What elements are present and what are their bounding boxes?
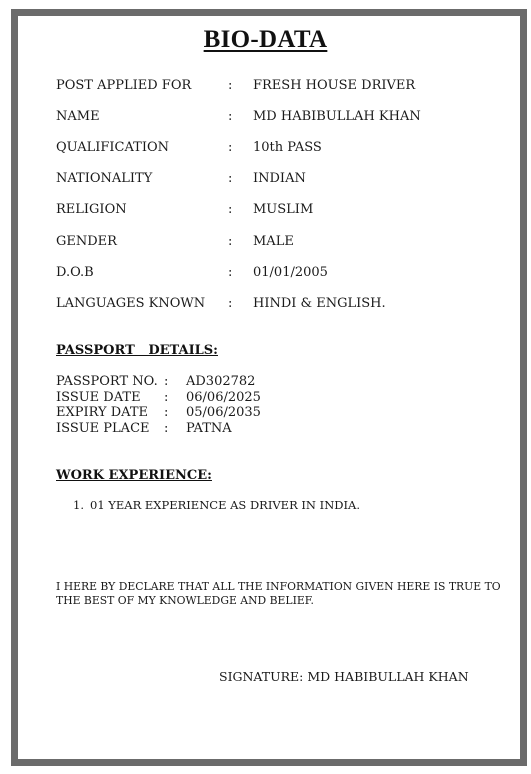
field-label: D.O.B (56, 265, 94, 280)
field-separator: : (228, 296, 233, 311)
declaration (56, 580, 506, 608)
field-value: MALE (253, 234, 294, 249)
passport-label: EXPIRY DATE (56, 405, 148, 420)
signature-line: SIGNATURE: MD HABIBULLAH KHAN (219, 669, 469, 684)
field-value: FRESH HOUSE DRIVER (253, 78, 416, 93)
passport-separator: : (164, 374, 169, 389)
field-label: NATIONALITY (56, 171, 153, 186)
passport-value: PATNA (186, 421, 232, 436)
field-separator: : (228, 234, 233, 249)
list-item (73, 498, 360, 512)
field-value: 10th PASS (253, 140, 322, 155)
work-experience-heading: WORK EXPERIENCE: (56, 468, 212, 483)
field-separator: : (228, 202, 233, 217)
field-value: INDIAN (253, 171, 306, 186)
passport-label: ISSUE PLACE (56, 421, 150, 436)
page-title: BIO-DATA (203, 26, 328, 53)
field-value: MD HABIBULLAH KHAN (253, 109, 421, 124)
passport-label: ISSUE DATE (56, 390, 141, 405)
field-value: HINDI & ENGLISH. (253, 296, 386, 311)
field-label: QUALIFICATION (56, 140, 169, 155)
passport-label: PASSPORT NO. (56, 374, 158, 389)
field-separator: : (228, 109, 233, 124)
list-item-number: 1. (73, 498, 84, 512)
field-label: RELIGION (56, 202, 127, 217)
passport-value: 06/06/2025 (186, 390, 261, 405)
field-label: LANGUAGES KNOWN (56, 296, 206, 311)
field-separator: : (228, 265, 233, 280)
passport-heading: PASSPORT DETAILS: (56, 343, 218, 358)
field-label: POST APPLIED FOR (56, 78, 192, 93)
declaration-line: THE BEST OF MY KNOWLEDGE AND BELIEF. (56, 594, 314, 607)
field-label: GENDER (56, 234, 117, 249)
field-separator: : (228, 171, 233, 186)
field-label: NAME (56, 109, 100, 124)
passport-separator: : (164, 405, 169, 420)
passport-value: 05/06/2035 (186, 405, 261, 420)
passport-separator: : (164, 390, 169, 405)
field-value: 01/01/2005 (253, 265, 328, 280)
field-separator: : (228, 140, 233, 155)
declaration-line: I HERE BY DECLARE THAT ALL THE INFORMATION GIVEN HERE IS TRUE TO (56, 580, 501, 593)
passport-separator: : (164, 421, 169, 436)
list-item-text: 01 YEAR EXPERIENCE AS DRIVER IN INDIA. (90, 498, 360, 512)
field-value: MUSLIM (253, 202, 314, 217)
field-separator: : (228, 78, 233, 93)
passport-value: AD302782 (186, 374, 256, 389)
